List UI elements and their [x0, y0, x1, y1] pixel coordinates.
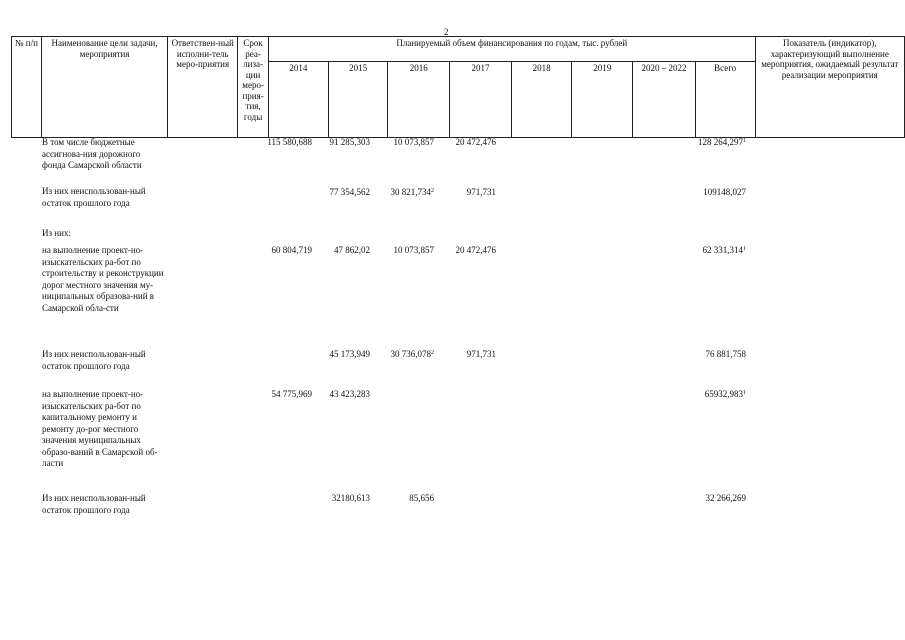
- cell-2014: 115 580,688: [267, 137, 312, 147]
- cell-2016-value: 30 736,078: [390, 349, 431, 359]
- cell-2015: 43 423,283: [329, 389, 370, 399]
- cell-2015: 77 354,562: [329, 187, 370, 197]
- cell-2017: 20 472,476: [455, 245, 496, 255]
- cell-2016: [378, 187, 434, 199]
- row-label: Из них:: [42, 228, 71, 238]
- footnote-mark: 2: [431, 350, 434, 356]
- cell-2014: 54 775,969: [271, 389, 312, 399]
- header-col-indicator: Показатель (индикатор), характеризующий выполнение мероприятия, ожидаемый результат реализации мероприятия: [755, 37, 905, 138]
- header-year: 2019: [572, 61, 633, 137]
- cell-2017: 971,731: [466, 187, 496, 197]
- header-year: 2020 – 2022: [633, 61, 696, 137]
- cell-2016: 10 073,857: [393, 245, 434, 255]
- header-year: 2017: [450, 61, 512, 137]
- header-col-responsible: Ответствен-ный исполни-тель меро-приятия: [168, 37, 238, 138]
- cell-2015: 45 173,949: [329, 349, 370, 359]
- cell-2016: [378, 349, 434, 361]
- row-label: Из них неиспользован-ный остаток прошлого года: [42, 349, 146, 371]
- cell-2015: 47 862,02: [334, 245, 370, 255]
- row-label: на выполнение проект-но-изыскательских ра-бот по строительству и реконструкции дорог местного значения му-ниципальных образова-ний в Самарской обла-сти: [42, 245, 164, 313]
- cell-total: [688, 137, 746, 149]
- footnote-mark: 1: [743, 390, 746, 396]
- header-col-financing: Планируемый объем финансирования по годам, тыс. рублей: [269, 37, 755, 62]
- header-col-term: Срок реа-лиза-ции меро-прия-тия, годы: [238, 37, 269, 138]
- cell-2014: 60 804,719: [271, 245, 312, 255]
- cell-total: 76 881,758: [705, 349, 746, 359]
- cell-2017: 971,731: [466, 349, 496, 359]
- cell-total: [688, 389, 746, 401]
- header-year: 2016: [388, 61, 450, 137]
- row-label: Из них неиспользован-ный остаток прошлого года: [42, 186, 146, 208]
- row-label: В том числе бюджетные ассигнова-ния дорожного фонда Самарской области: [42, 137, 142, 170]
- footnote-mark: 1: [743, 246, 746, 252]
- cell-2016-value: 30 821,734: [390, 187, 431, 197]
- cell-total: 109148,027: [703, 187, 746, 197]
- cell-total: [688, 245, 746, 257]
- row-label: Из них неиспользован-ный остаток прошлого года: [42, 493, 146, 515]
- cell-total-value: 128 264,297: [698, 137, 743, 147]
- cell-2016: 10 073,857: [393, 137, 434, 147]
- table-header: [11, 36, 905, 138]
- cell-2017: 20 472,476: [455, 137, 496, 147]
- cell-total-value: 65932,983: [704, 389, 743, 399]
- header-col-number: № п/п: [12, 37, 42, 138]
- header-year: 2015: [328, 61, 388, 137]
- cell-total: 32 266,269: [705, 493, 746, 503]
- cell-2015: 32180,613: [331, 493, 370, 503]
- cell-2016: 85,656: [409, 493, 434, 503]
- footnote-mark: 1: [743, 138, 746, 144]
- page-number: 2: [444, 27, 449, 37]
- footnote-mark: 2: [431, 188, 434, 194]
- cell-total-value: 62 331,314: [702, 245, 743, 255]
- header-year: 2018: [511, 61, 572, 137]
- header-year: 2014: [269, 61, 329, 137]
- cell-2015: 91 285,303: [329, 137, 370, 147]
- header-total: Всего: [695, 61, 755, 137]
- header-col-name: Наименование цели задачи, мероприятия: [41, 37, 167, 138]
- row-label: на выполнение проект-но-изыскательских ра-бот по капитальному ремонту и ремонту до-рог местного значения муниципальных образо-ваний в Самарской об-ласти: [42, 389, 158, 468]
